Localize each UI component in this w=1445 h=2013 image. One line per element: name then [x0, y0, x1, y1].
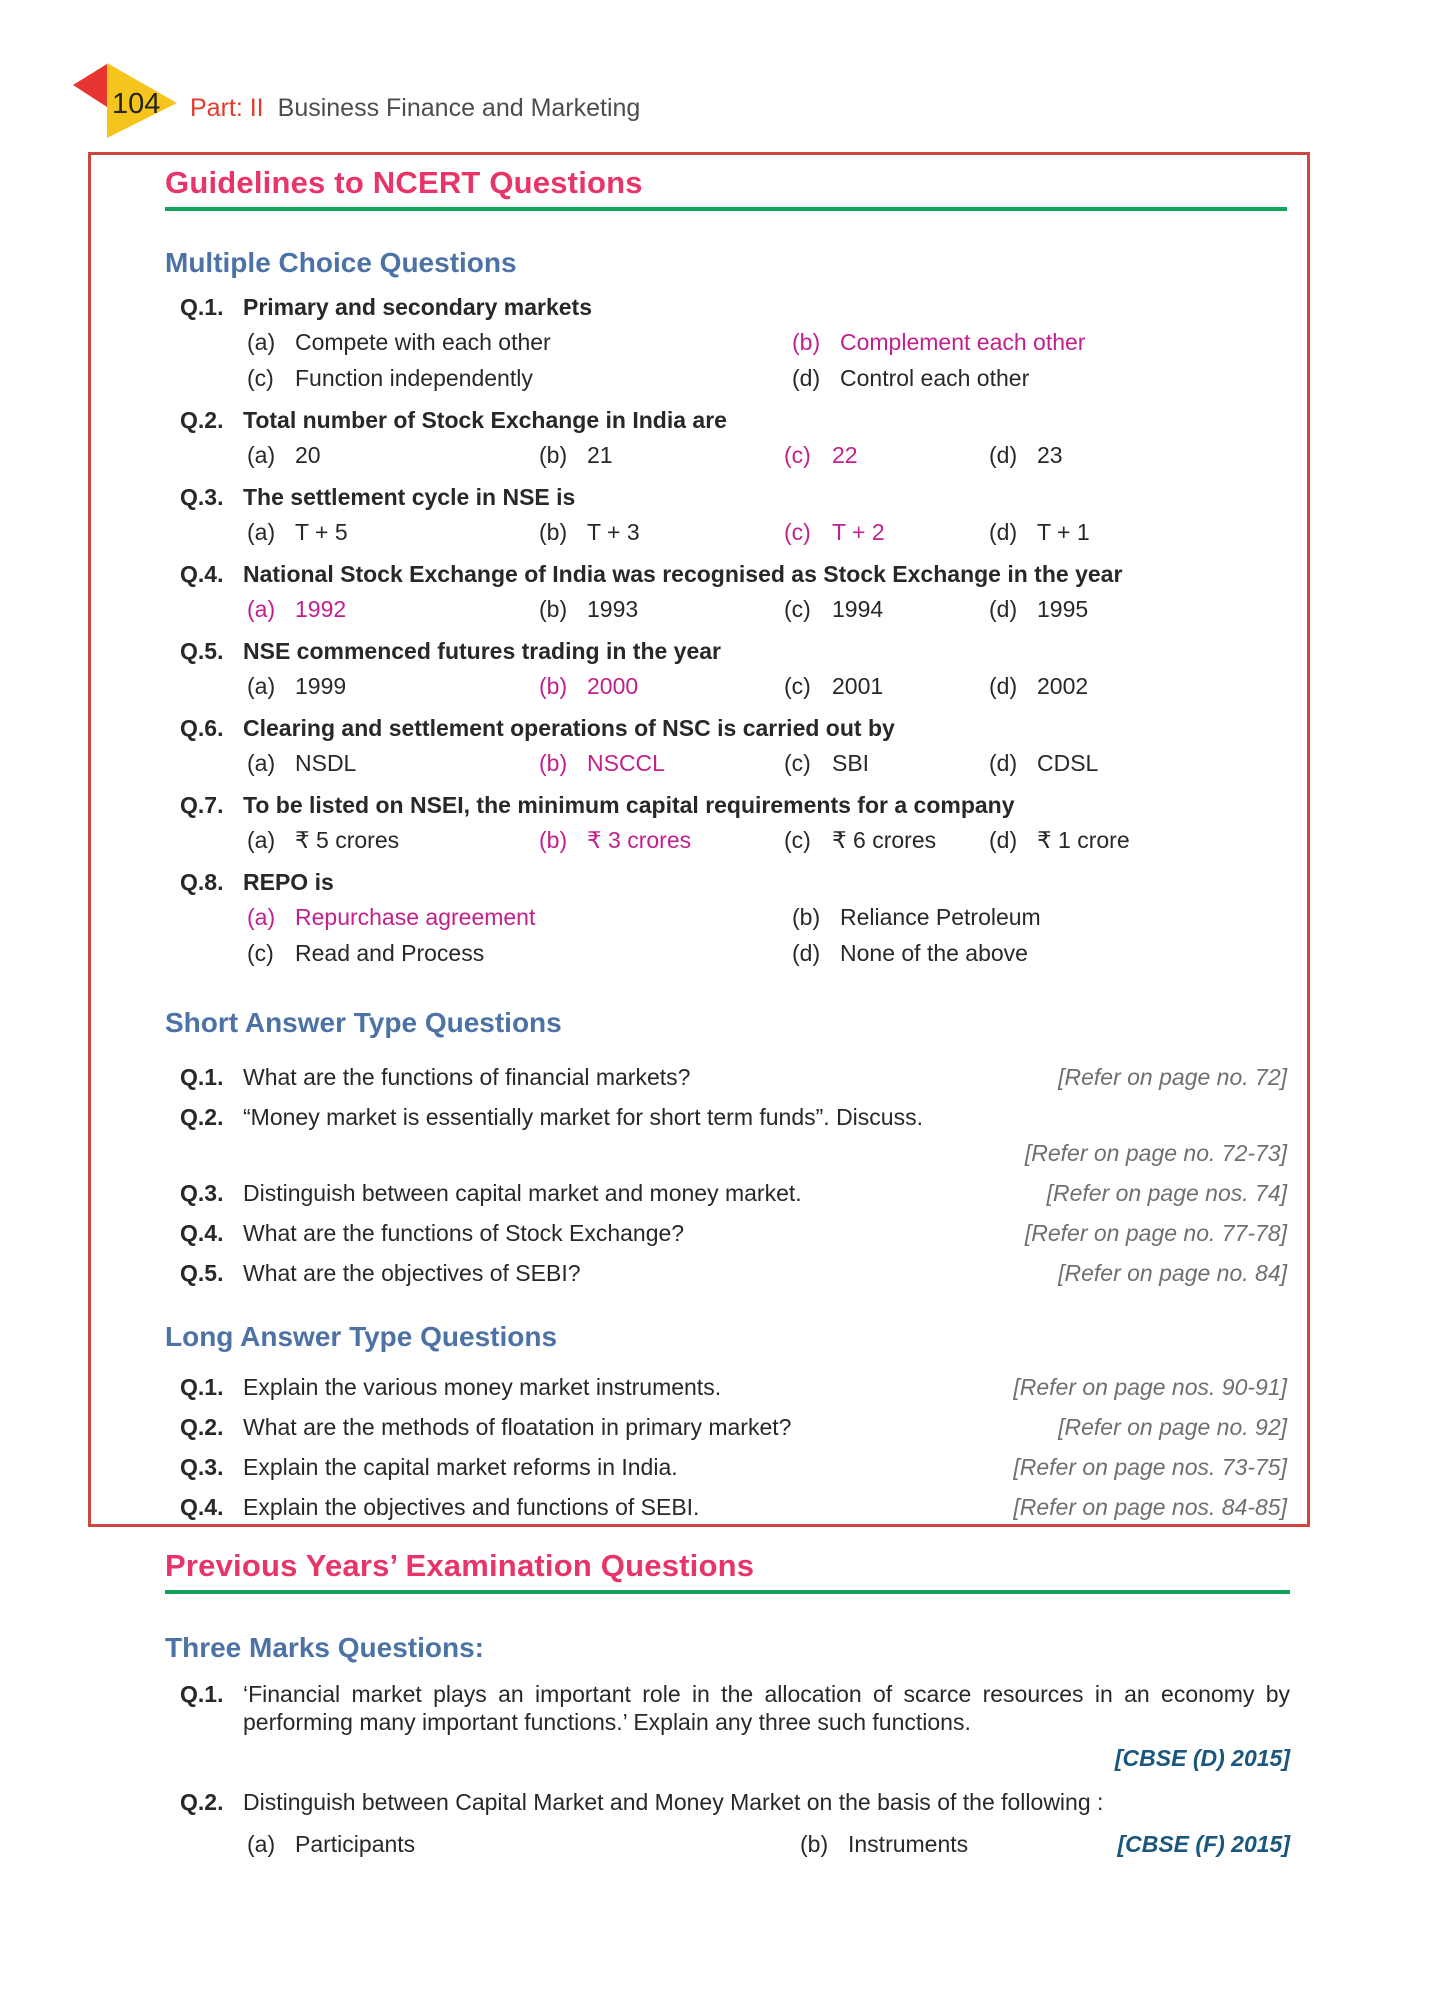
option	[788, 939, 1287, 967]
question-number: Q.6.	[180, 715, 224, 741]
cbse-citation: [CBSE (D) 2015]	[1114, 1745, 1290, 1771]
option-answer	[780, 441, 985, 469]
question-text: The settlement cycle in NSE is	[243, 484, 576, 510]
options-row	[243, 328, 1287, 392]
option-key: (c)	[784, 827, 811, 853]
option-text: 20	[295, 442, 321, 468]
option	[243, 441, 535, 469]
option-text: 1994	[832, 596, 884, 622]
option-answer	[535, 826, 780, 854]
option	[985, 441, 1287, 469]
option-text: None of the above	[840, 940, 1028, 966]
option-text: Compete with each other	[295, 329, 551, 355]
option-answer	[243, 595, 535, 623]
question-text: Explain the capital market reforms in India.	[243, 1454, 678, 1480]
question-text: What are the functions of financial markets?	[243, 1064, 691, 1090]
option-text: 2001	[832, 673, 884, 699]
previous-years-title: Previous Years’ Examination Questions	[165, 1548, 755, 1583]
page-reference: [Refer on page no. 72-73]	[1024, 1140, 1287, 1166]
mcq-question	[165, 714, 1287, 777]
question-number: Q.1.	[180, 1681, 224, 1707]
question-number: Q.3.	[180, 1180, 224, 1206]
option	[243, 1830, 800, 1858]
option-key: (d)	[989, 827, 1018, 853]
option	[243, 328, 788, 356]
question-text: Total number of Stock Exchange in India are	[243, 407, 727, 433]
mcq-question	[165, 868, 1287, 967]
option-text: Control each other	[840, 365, 1030, 391]
option-key: (d)	[989, 750, 1018, 776]
option-key: (a)	[247, 519, 276, 545]
option	[780, 595, 985, 623]
long-answer-heading: Long Answer Type Questions	[165, 1321, 558, 1352]
page-reference: [Refer on page no. 77-78]	[1024, 1220, 1287, 1246]
option-key: (b)	[792, 904, 821, 930]
option-text: T + 3	[587, 519, 640, 545]
page-number: 104	[112, 88, 161, 120]
options-row	[243, 826, 1287, 854]
option-key: (d)	[792, 365, 821, 391]
page-reference: [Refer on page nos. 74]	[1046, 1180, 1287, 1206]
option	[788, 903, 1287, 931]
option-answer	[535, 672, 780, 700]
option-key: (c)	[247, 365, 274, 391]
option-key: (d)	[792, 940, 821, 966]
mcq-question	[165, 791, 1287, 854]
option-text: ₹ 6 crores	[832, 827, 937, 853]
option-text: 1999	[295, 673, 347, 699]
ncert-section-title: Guidelines to NCERT Questions	[165, 165, 643, 200]
question-number: Q.5.	[180, 1260, 224, 1286]
option	[780, 672, 985, 700]
option-text: 22	[832, 442, 858, 468]
option-key: (c)	[784, 750, 811, 776]
question-text: Distinguish between Capital Market and Money Market on the basis of the following :	[243, 1789, 1104, 1815]
option-text: 21	[587, 442, 613, 468]
question-row	[165, 1219, 1287, 1247]
question-row	[165, 1453, 1287, 1481]
option-key: (b)	[539, 673, 568, 699]
option-key: (c)	[784, 596, 811, 622]
short-answer-heading: Short Answer Type Questions	[165, 1007, 562, 1038]
option-key: (a)	[247, 1831, 276, 1857]
option-text: 2000	[587, 673, 639, 699]
page-reference: [Refer on page nos. 84-85]	[1013, 1494, 1287, 1520]
option-key: (a)	[247, 442, 276, 468]
question-number: Q.2.	[180, 407, 224, 433]
mcq-question	[165, 293, 1287, 392]
option-text: NSCCL	[587, 750, 665, 776]
option-key: (a)	[247, 673, 276, 699]
question-number: Q.7.	[180, 792, 224, 818]
green-rule	[165, 207, 1287, 211]
option-text: SBI	[832, 750, 870, 776]
option-text: Complement each other	[840, 329, 1086, 355]
option-answer	[243, 903, 788, 931]
question-number: Q.1.	[180, 1374, 224, 1400]
part-label: Part: II	[190, 94, 264, 122]
options-row	[243, 518, 1287, 546]
question-text: Explain the various money market instruments.	[243, 1374, 722, 1400]
option-key: (c)	[247, 940, 274, 966]
question-number: Q.4.	[180, 561, 224, 587]
question-number: Q.5.	[180, 638, 224, 664]
question-number: Q.4.	[180, 1494, 224, 1520]
question-row	[165, 1259, 1287, 1287]
option-key: (c)	[784, 673, 811, 699]
option-key: (b)	[539, 596, 568, 622]
page-reference: [Refer on page nos. 73-75]	[1013, 1454, 1287, 1480]
option-answer	[788, 328, 1287, 356]
option-text: 1993	[587, 596, 639, 622]
option-key: (b)	[539, 442, 568, 468]
option-key: (a)	[247, 750, 276, 776]
option-answer	[780, 518, 985, 546]
mcq-heading: Multiple Choice Questions	[165, 247, 517, 278]
question-number: Q.2.	[180, 1104, 224, 1130]
option-key: (c)	[784, 519, 811, 545]
mcq-question-list	[165, 293, 1287, 967]
question-row	[165, 1493, 1287, 1521]
option-text: 1995	[1037, 596, 1089, 622]
options-row	[243, 441, 1287, 469]
question-row	[165, 1413, 1287, 1441]
question-number: Q.1.	[180, 1064, 224, 1090]
option-text: ₹ 5 crores	[295, 827, 400, 853]
question-text: To be listed on NSEI, the minimum capital requirements for a company	[243, 792, 1015, 818]
option-text: Repurchase agreement	[295, 904, 536, 930]
option-key: (a)	[247, 904, 276, 930]
mcq-question	[165, 637, 1287, 700]
options-row	[243, 595, 1287, 623]
three-marks-q1	[165, 1680, 1290, 1772]
question-text: REPO is	[243, 869, 334, 895]
short-answer-question-list	[165, 1063, 1287, 1287]
option-text: T + 2	[832, 519, 885, 545]
option	[780, 826, 985, 854]
option-key: (d)	[989, 519, 1018, 545]
question-number: Q.1.	[180, 294, 224, 320]
question-text: What are the objectives of SEBI?	[243, 1260, 581, 1286]
question-text: Explain the objectives and functions of SEBI.	[243, 1494, 700, 1520]
question-row	[165, 1373, 1287, 1401]
page-reference: [Refer on page no. 84]	[1058, 1260, 1287, 1286]
option-text: T + 5	[295, 519, 348, 545]
option-text: Reliance Petroleum	[840, 904, 1041, 930]
option	[243, 518, 535, 546]
option-key: (c)	[784, 442, 811, 468]
running-header	[190, 94, 640, 123]
three-marks-heading: Three Marks Questions:	[165, 1632, 484, 1663]
option	[535, 595, 780, 623]
question-text: NSE commenced futures trading in the year	[243, 638, 722, 664]
option-key: (d)	[989, 442, 1018, 468]
green-rule	[165, 1590, 1290, 1594]
option-key: (b)	[539, 519, 568, 545]
option-key: (b)	[539, 827, 568, 853]
question-text: Distinguish between capital market and money market.	[243, 1180, 802, 1206]
option	[985, 595, 1287, 623]
option-text: 1992	[295, 596, 347, 622]
question-text: Clearing and settlement operations of NSC is carried out by	[243, 715, 895, 741]
mcq-question	[165, 483, 1287, 546]
options-row	[243, 672, 1287, 700]
option	[243, 364, 788, 392]
option	[243, 749, 535, 777]
page-reference: [Refer on page nos. 90-91]	[1013, 1374, 1287, 1400]
option-key: (d)	[989, 596, 1018, 622]
question-text: ‘Financial market plays an important role in the allocation of scarce resources in an economy by performing many important functions.’ Explain any three such functions.	[243, 1681, 1290, 1735]
cbse-citation: [CBSE (F) 2015]	[1117, 1831, 1290, 1857]
question-row	[165, 1063, 1287, 1091]
option-key: (a)	[247, 329, 276, 355]
option-text: ₹ 3 crores	[587, 827, 692, 853]
option	[985, 826, 1287, 854]
option	[243, 672, 535, 700]
question-number: Q.2.	[180, 1414, 224, 1440]
question-row	[165, 1179, 1287, 1207]
options-row	[243, 903, 1287, 967]
option-text: Participants	[295, 1831, 416, 1857]
option-text: 23	[1037, 442, 1063, 468]
option-answer	[535, 749, 780, 777]
option-text: Function independently	[295, 365, 533, 391]
option	[788, 364, 1287, 392]
option	[800, 1830, 968, 1858]
ncert-guidelines-box	[88, 152, 1310, 1527]
option	[243, 939, 788, 967]
option-key: (a)	[247, 596, 276, 622]
option	[535, 441, 780, 469]
question-number: Q.2.	[180, 1789, 224, 1815]
long-answer-question-list	[165, 1373, 1287, 1521]
question-number: Q.8.	[180, 869, 224, 895]
question-number: Q.3.	[180, 484, 224, 510]
option-text: ₹ 1 crore	[1037, 827, 1130, 853]
mcq-question	[165, 560, 1287, 623]
option-text: Read and Process	[295, 940, 485, 966]
option	[243, 826, 535, 854]
options-row	[243, 749, 1287, 777]
question-text: “Money market is essentially market for short term funds”. Discuss.	[243, 1104, 923, 1130]
option	[985, 672, 1287, 700]
page-reference: [Refer on page no. 92]	[1058, 1414, 1287, 1440]
option-text: T + 1	[1037, 519, 1090, 545]
three-marks-q2	[165, 1788, 1290, 1858]
question-number: Q.4.	[180, 1220, 224, 1246]
option	[780, 749, 985, 777]
page-reference: [Refer on page no. 72]	[1058, 1064, 1287, 1090]
question-row	[165, 1103, 1287, 1167]
question-text: What are the methods of floatation in primary market?	[243, 1414, 792, 1440]
option-text: NSDL	[295, 750, 357, 776]
mcq-question	[165, 406, 1287, 469]
option	[985, 749, 1287, 777]
option-key: (b)	[800, 1831, 829, 1857]
option-text: Instruments	[848, 1831, 969, 1857]
option	[985, 518, 1287, 546]
option-key: (b)	[792, 329, 821, 355]
previous-years-section	[88, 1538, 1310, 1858]
option-text: 2002	[1037, 673, 1089, 699]
question-text: What are the functions of Stock Exchange?	[243, 1220, 685, 1246]
question-number: Q.3.	[180, 1454, 224, 1480]
option	[535, 518, 780, 546]
option-key: (b)	[539, 750, 568, 776]
question-text: National Stock Exchange of India was recognised as Stock Exchange in the year	[243, 561, 1123, 587]
option-text: CDSL	[1037, 750, 1099, 776]
option-key: (d)	[989, 673, 1018, 699]
part-title: Business Finance and Marketing	[277, 94, 641, 122]
question-text: Primary and secondary markets	[243, 294, 593, 320]
option-key: (a)	[247, 827, 276, 853]
